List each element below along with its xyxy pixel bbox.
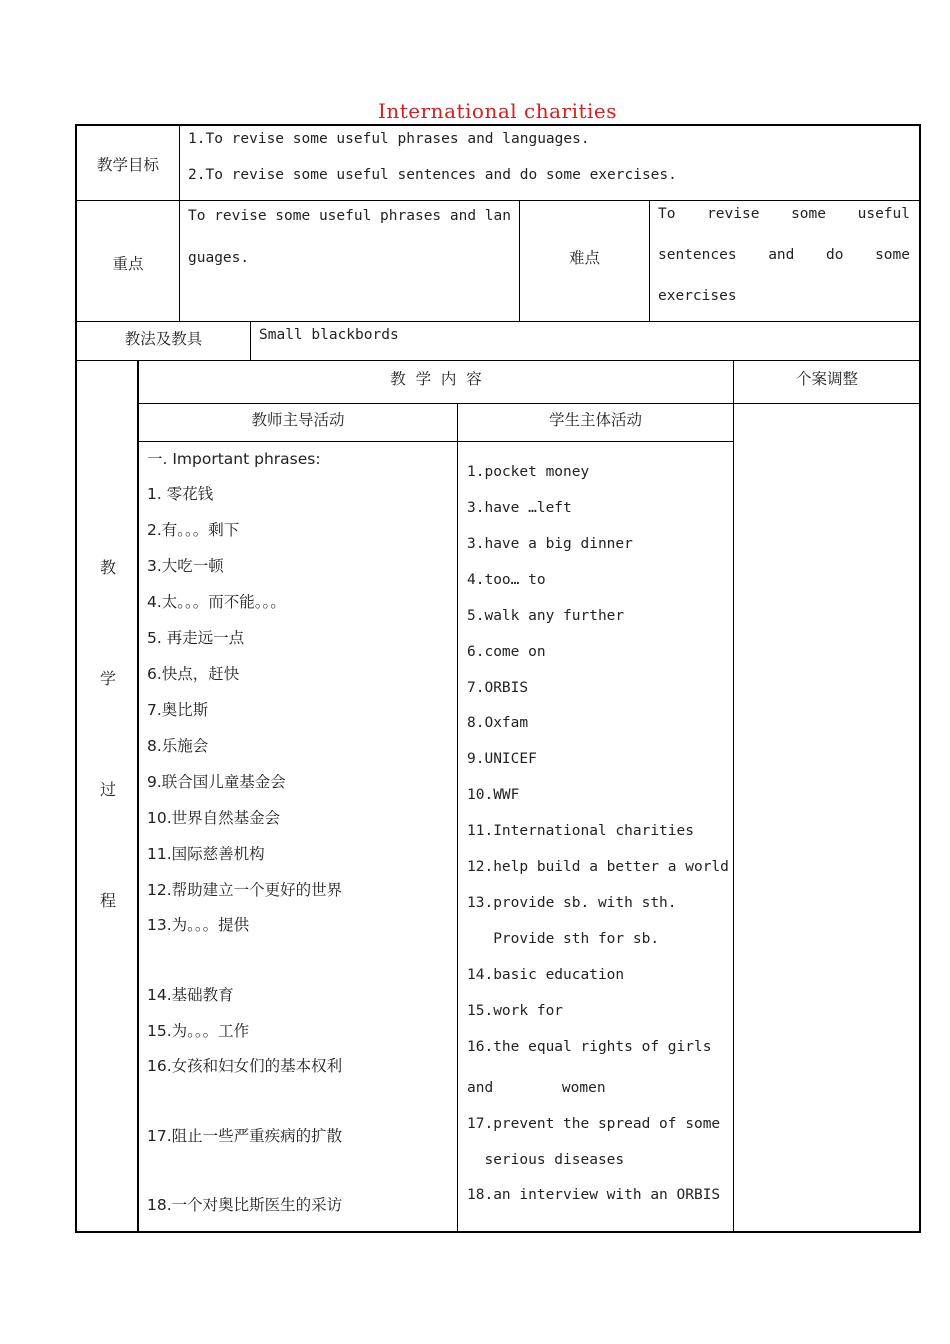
student-item: 6.come on: [467, 644, 546, 660]
teacher-item: 一. Important phrases:: [147, 450, 321, 468]
process-label-char: 教: [99, 558, 116, 577]
teacher-item: 10.世界自然基金会: [147, 809, 281, 827]
methods-value: Small blackbords: [259, 327, 399, 343]
teacher-item: 13.为。。。提供: [147, 916, 250, 934]
difficulty-word: some: [875, 247, 910, 263]
teacher-item: 15.为。。。工作: [147, 1022, 250, 1040]
key-points-text-line-1: To revise some useful phrases and lan: [188, 208, 512, 224]
student-item: Provide sth for sb.: [467, 931, 660, 947]
teacher-item: 4.太。。。而不能。。。: [147, 593, 286, 611]
student-item: 8.Oxfam: [467, 715, 529, 731]
difficulty-word: revise: [707, 206, 760, 222]
difficulty-word: some: [791, 206, 826, 222]
student-item: 3.have …left: [467, 500, 572, 516]
teacher-item: 16.女孩和妇女们的基本权利: [147, 1057, 343, 1075]
student-item: 9.UNICEF: [467, 751, 537, 767]
student-item: 18.an interview with an ORBIS: [467, 1187, 721, 1203]
difficulty-text-line-1: [658, 206, 910, 222]
student-item: 16.the equal rights of girls: [467, 1039, 712, 1055]
process-label-char: 学: [99, 669, 116, 688]
teacher-item: 6.快点，赶快: [147, 665, 240, 683]
difficulty-label: 难点: [568, 249, 600, 267]
content-header: 教 学 内 容: [390, 370, 482, 388]
teacher-item: 2.有。。。剩下: [147, 521, 240, 539]
goal-line-2: 2.To revise some useful sentences and do some exercises.: [188, 167, 677, 183]
difficulty-word: and: [768, 247, 795, 263]
goal-line-1: 1.To revise some useful phrases and languages.: [188, 131, 590, 147]
key-points-label: 重点: [112, 255, 144, 273]
process-label-char: 程: [99, 891, 116, 910]
difficulty-text-line-3: exercises: [658, 288, 737, 304]
student-item: 12.help build a better a world: [467, 859, 729, 875]
teacher-activity-header: 教师主导活动: [251, 411, 345, 429]
teacher-item: 18.一个对奥比斯医生的采访: [147, 1196, 343, 1214]
student-item: 17.prevent the spread of some: [467, 1116, 721, 1132]
difficulty-word: sentences: [658, 247, 737, 263]
teacher-item: 14.基础教育: [147, 986, 234, 1004]
document-title: International charities: [377, 99, 618, 123]
student-item: 5.walk any further: [467, 608, 625, 624]
student-item: and women: [467, 1080, 606, 1096]
teacher-item: 17.阻止一些严重疾病的扩散: [147, 1127, 343, 1145]
student-item: 7.ORBIS: [467, 680, 529, 696]
goals-label: 教学目标: [96, 156, 159, 174]
teacher-item: 7.奥比斯: [147, 701, 209, 719]
difficulty-word: useful: [857, 206, 910, 222]
teacher-item: 3.大吃一顿: [147, 557, 224, 575]
student-item: 14.basic education: [467, 967, 625, 983]
teacher-item: 11.国际慈善机构: [147, 845, 265, 863]
student-activity-header: 学生主体活动: [548, 411, 642, 429]
difficulty-text-line-2: [658, 247, 910, 263]
process-label-char: 过: [99, 780, 116, 799]
student-item: 13.provide sb. with sth.: [467, 895, 677, 911]
student-item: 10.WWF: [467, 787, 520, 803]
teacher-item: 5. 再走远一点: [147, 629, 245, 647]
student-item: serious diseases: [467, 1152, 625, 1168]
difficulty-word: do: [826, 247, 844, 263]
methods-label: 教法及教具: [124, 330, 203, 348]
teacher-item: 12.帮助建立一个更好的世界: [147, 881, 343, 899]
adjust-header: 个案调整: [795, 370, 858, 388]
student-item: 11.International charities: [467, 823, 694, 839]
teacher-item: 9.联合国儿童基金会: [147, 773, 286, 791]
teacher-item: 1. 零花钱: [147, 485, 214, 503]
student-item: 3.have a big dinner: [467, 536, 633, 552]
student-item: 4.too… to: [467, 572, 546, 588]
student-item: 1.pocket money: [467, 464, 590, 480]
difficulty-word: To: [658, 206, 676, 222]
student-item: 15.work for: [467, 1003, 564, 1019]
teacher-item: 8.乐施会: [147, 737, 209, 755]
key-points-text-line-2: guages.: [188, 250, 250, 266]
